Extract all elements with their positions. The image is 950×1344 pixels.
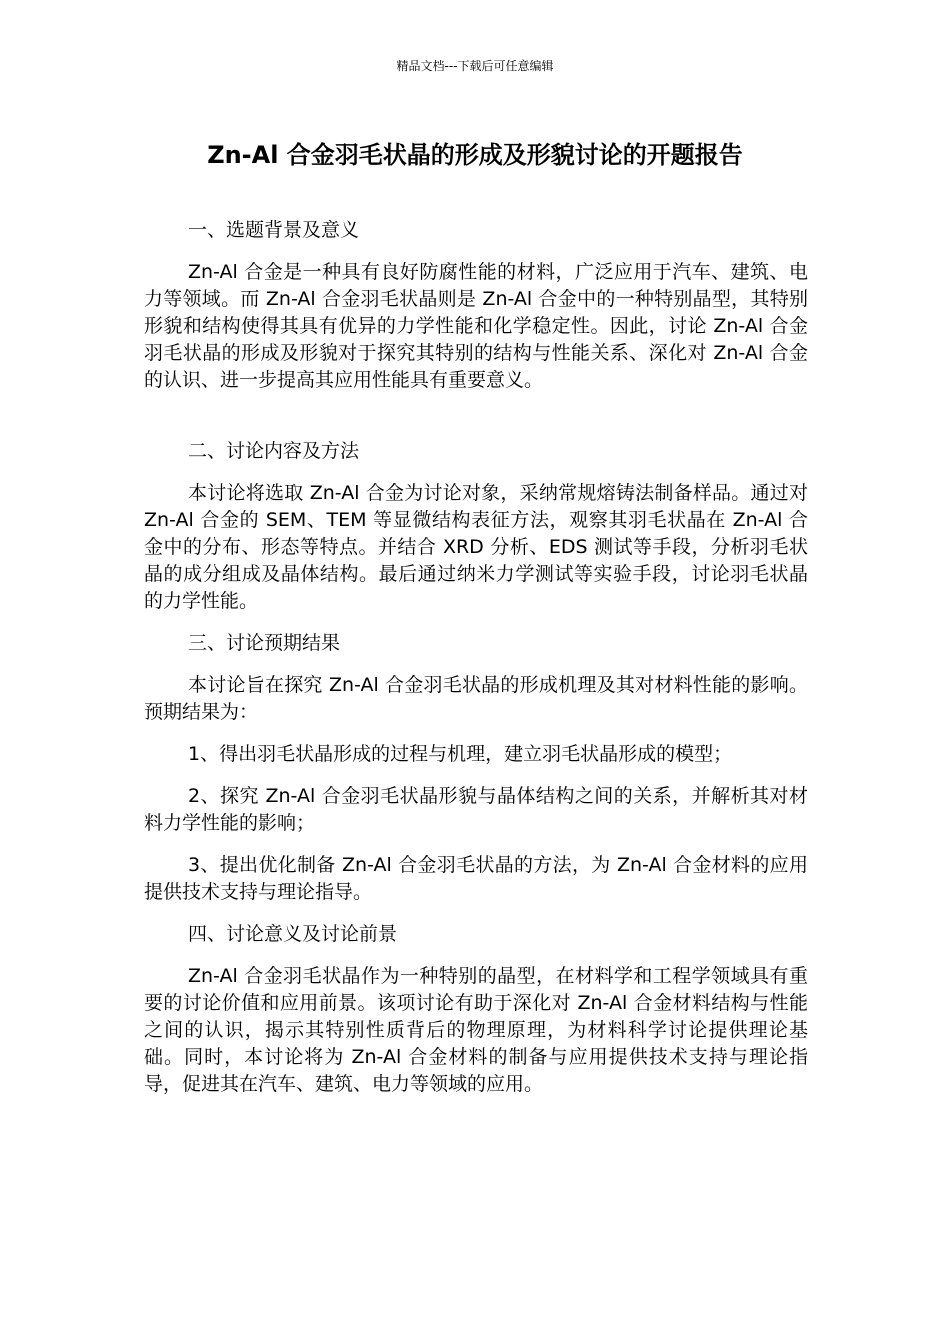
header-note: 精品文档---下载后可任意编辑	[396, 59, 554, 73]
document-title: Zn-Al 合金羽毛状晶的形成及形貌讨论的开题报告	[207, 141, 743, 169]
section-3-result-2: 2、探究 Zn-Al 合金羽毛状晶形貌与晶体结构之间的关系，并解析其对材料力学性能的影响；	[144, 785, 808, 834]
section-heading-4: 四、讨论意义及讨论前景	[188, 923, 398, 945]
section-2-paragraph-1: 本讨论将选取 Zn-Al 合金为讨论对象，采纳常规熔铸法制备样品。通过对 Zn-Al 合金的 SEM、TEM 等显微结构表征方法，观察其羽毛状晶在 Zn-Al 合金中的分布、形态等特点。并结合 XRD 分析、EDS 测试等手段，分析羽毛状晶的成分组成及晶体结构。最后通过纳米力学测试等实验手段，讨论羽毛状晶的力学性能。	[144, 482, 808, 612]
section-heading-3: 三、讨论预期结果	[188, 632, 341, 654]
section-3-paragraph-1: 本讨论旨在探究 Zn-Al 合金羽毛状晶的形成机理及其对材料性能的影响。预期结果为：	[144, 674, 808, 723]
section-3-result-3: 3、提出优化制备 Zn-Al 合金羽毛状晶的方法，为 Zn-Al 合金材料的应用提供技术支持与理论指导。	[144, 854, 808, 903]
section-heading-1: 一、选题背景及意义	[188, 219, 360, 241]
section-1-paragraph-1: Zn-Al 合金是一种具有良好防腐性能的材料，广泛应用于汽车、建筑、电力等领域。而 Zn-Al 合金羽毛状晶则是 Zn-Al 合金中的一种特别晶型，其特别形貌和结构使得其具有优异的力学性能和化学稳定性。因此，讨论 Zn-Al 合金羽毛状晶的形成及形貌对于探究其特别的结构与性能关系、深化对 Zn-Al 合金的认识、进一步提高其应用性能具有重要意义。	[144, 261, 808, 391]
section-4-paragraph-1: Zn-Al 合金羽毛状晶作为一种特别的晶型，在材料学和工程学领域具有重要的讨论价值和应用前景。该项讨论有助于深化对 Zn-Al 合金材料结构与性能之间的认识，揭示其特别性质背后的物理原理，为材料科学讨论提供理论基础。同时，本讨论将为 Zn-Al 合金材料的制备与应用提供技术支持与理论指导，促进其在汽车、建筑、电力等领域的应用。	[144, 965, 808, 1095]
section-heading-2: 二、讨论内容及方法	[188, 440, 360, 462]
section-3-result-1: 1、得出羽毛状晶形成的过程与机理，建立羽毛状晶形成的模型；	[188, 743, 733, 765]
